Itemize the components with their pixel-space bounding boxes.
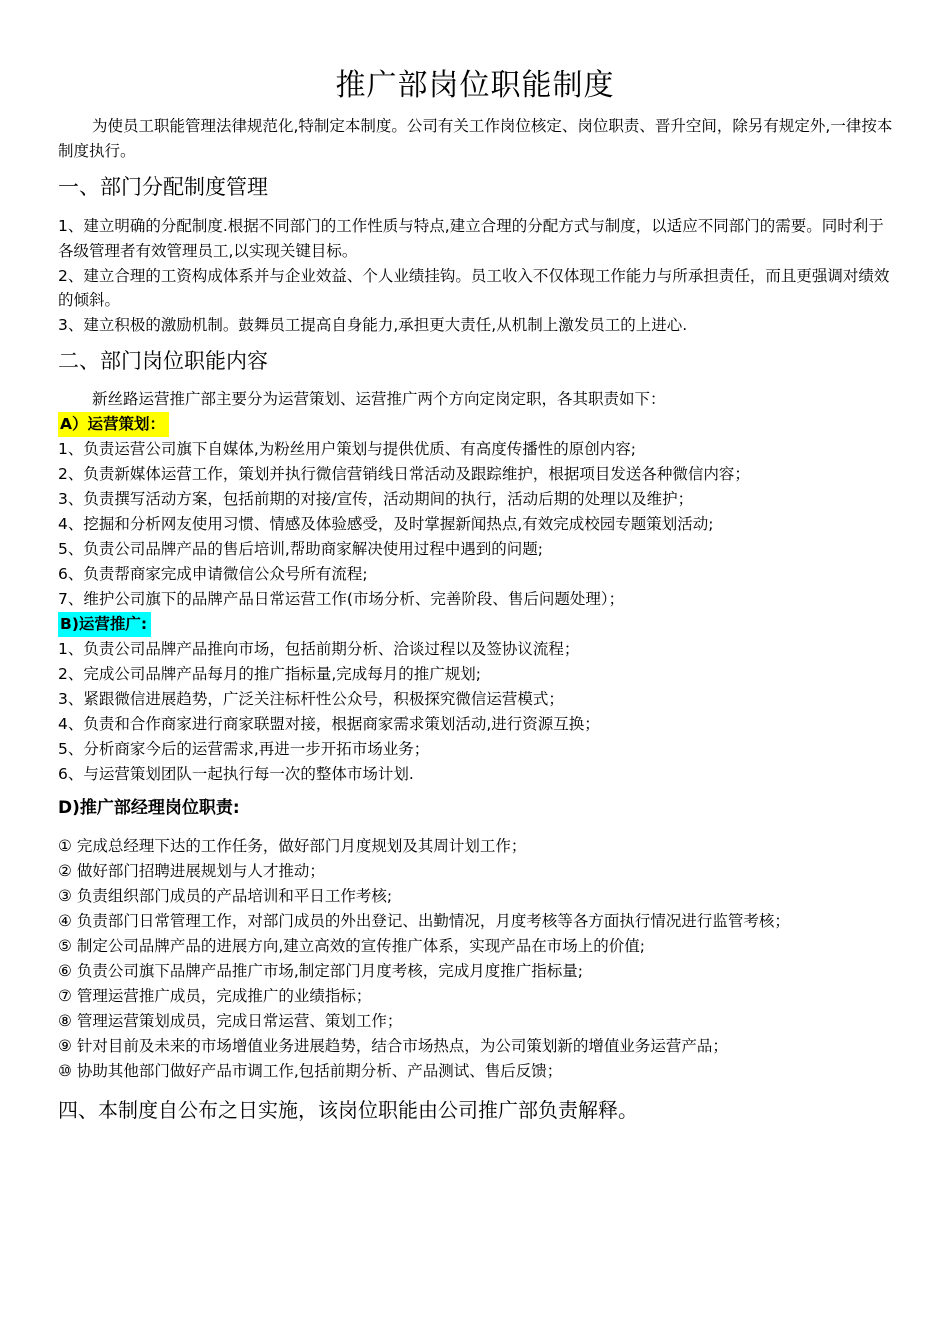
- section1-item: 2、建立合理的工资构成体系并与企业效益、个人业绩挂钩。员工收入不仅体现工作能力与所承担责任，而且更强调对绩效的倾斜。: [58, 266, 890, 310]
- list-item: 6、与运营策划团队一起执行每一次的整体市场计划.: [58, 765, 414, 783]
- list-item: ⑨ 针对目前及未来的市场增值业务进展趋势，结合市场热点，为公司策划新的增值业务运营产品；: [58, 1037, 728, 1055]
- list-item: 1、负责公司品牌产品推向市场，包括前期分析、洽谈过程以及签协议流程；: [58, 640, 580, 658]
- section-d-body: [58, 834, 918, 1084]
- list-item: ⑤ 制定公司品牌产品的进展方向,建立高效的宣传推广体系，实现产品在市场上的价值;: [58, 937, 645, 955]
- section1-body: [58, 214, 898, 338]
- list-item: ⑩ 协助其他部门做好产品市调工作,包括前期分析、产品测试、售后反馈；: [58, 1062, 563, 1080]
- list-item: 5、负责公司品牌产品的售后培训,帮助商家解决使用过程中遇到的问题;: [58, 540, 544, 558]
- list-item: 2、完成公司品牌产品每月的推广指标量,完成每月的推广规划;: [58, 665, 482, 683]
- list-item: 4、负责和合作商家进行商家联盟对接，根据商家需求策划活动,进行资源互换；: [58, 715, 600, 733]
- section1-item: 3、建立积极的激励机制。鼓舞员工提高自身能力,承担更大责任,从机制上激发员工的上进心.: [58, 316, 688, 335]
- list-item: 3、负责撰写活动方案，包括前期的对接/宣传，活动期间的执行，活动后期的处理以及维护；: [58, 490, 694, 508]
- list-item: ⑧ 管理运营策划成员，完成日常运营、策划工作；: [58, 1012, 403, 1030]
- list-item: 7、维护公司旗下的品牌产品日常运营工作(市场分析、完善阶段、售后问题处理）；: [58, 590, 625, 608]
- section2-intro: 新丝路运营推广部主要分为运营策划、运营推广两个方向定岗定职，各其职责如下：: [92, 390, 666, 408]
- list-item: ③ 负责组织部门成员的产品培训和平日工作考核;: [58, 887, 393, 905]
- list-item: ⑥ 负责公司旗下品牌产品推广市场,制定部门月度考核，完成月度推广指标量;: [58, 962, 583, 980]
- subsection-b-label: B)运营推广:: [58, 612, 151, 637]
- section-d-heading: D)推广部经理岗位职责:: [58, 798, 240, 818]
- closing-statement: 四、本制度自公布之日实施，该岗位职能由公司推广部负责解释。: [58, 1098, 638, 1122]
- list-item: 3、紧跟微信进展趋势，广泛关注标杆性公众号，积极探究微信运营模式；: [58, 690, 564, 708]
- section2-heading: 二、部门岗位职能内容: [58, 349, 268, 373]
- section2-body: [58, 387, 918, 787]
- list-item: 5、分析商家今后的运营需求,再进一步开拓市场业务；: [58, 740, 430, 758]
- list-item: 4、挖掘和分析网友使用习惯、情感及体验感受，及时掌握新闻热点,有效完成校园专题策划活动;: [58, 515, 714, 533]
- section1-heading: 一、部门分配制度管理: [58, 175, 268, 199]
- document-title: 推广部岗位职能制度: [335, 68, 615, 103]
- list-item: 6、负责帮商家完成申请微信公众号所有流程;: [58, 565, 368, 583]
- list-item: ② 做好部门招聘进展规划与人才推动；: [58, 862, 325, 880]
- section-d-heading-wrap: [58, 796, 918, 821]
- section1-item: 1、建立明确的分配制度.根据不同部门的工作性质与特点,建立合理的分配方式与制度，以适应不同部门的需要。同时利于各级管理者有效管理员工,以实现关键目标。: [58, 217, 884, 260]
- list-item: ⑦ 管理运营推广成员，完成推广的业绩指标；: [58, 987, 372, 1005]
- list-item: ① 完成总经理下达的工作任务，做好部门月度规划及其周计划工作；: [58, 837, 527, 855]
- subsection-a-label: A）运营策划：: [58, 412, 169, 437]
- list-item: 2、负责新媒体运营工作，策划并执行微信营销线日常活动及跟踪维护，根据项目发送各种微信内容；: [58, 465, 750, 483]
- list-item: ④ 负责部门日常管理工作，对部门成员的外出登记、出勤情况，月度考核等各方面执行情况进行监管考核；: [58, 912, 790, 930]
- intro-paragraph: 为使员工职能管理法律规范化,特制定本制度。公司有关工作岗位核定、岗位职责、晋升空间，除另有规定外,一律按本制度执行。: [58, 117, 893, 160]
- list-item: 1、负责运营公司旗下自媒体,为粉丝用户策划与提供优质、有高度传播性的原创内容;: [58, 440, 637, 458]
